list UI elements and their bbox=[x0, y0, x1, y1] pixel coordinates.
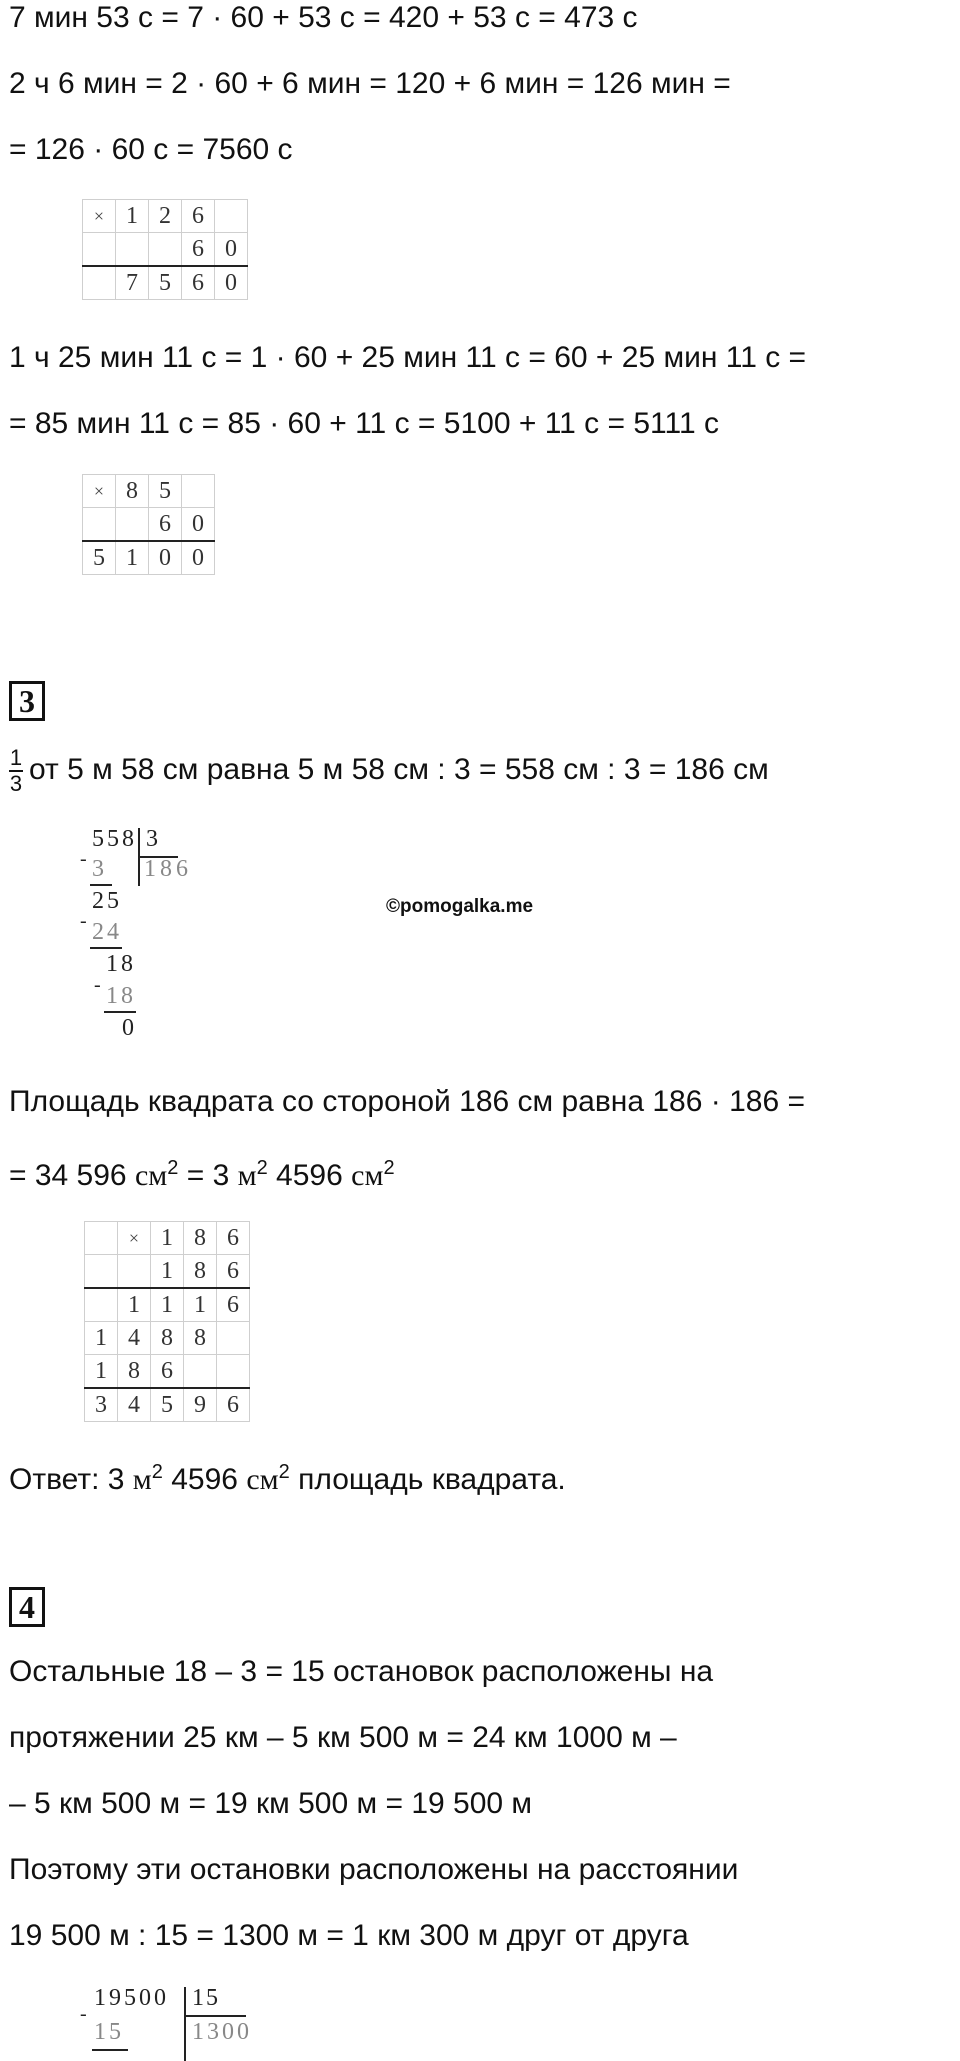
unit-cm: см bbox=[134, 1159, 168, 1192]
fraction-one-third bbox=[9, 747, 23, 795]
fraction-numerator: 1 bbox=[9, 745, 23, 770]
grid-row bbox=[85, 1322, 250, 1355]
grid-cell bbox=[116, 508, 149, 542]
task-number-3: 3 bbox=[9, 681, 45, 721]
unit-m: м bbox=[237, 1159, 257, 1192]
equation-line-4: 1 ч 25 мин 11 с = 1 · 60 + 25 мин 11 с = 60 + 25 мин 11 с = bbox=[9, 341, 807, 374]
multiplication-table-85x60 bbox=[82, 474, 215, 575]
grid-cell: 6 bbox=[149, 508, 182, 542]
grid-cell: 0 bbox=[215, 233, 248, 267]
grid-cell bbox=[184, 1355, 217, 1389]
task-number-4: 4 bbox=[9, 1587, 45, 1627]
grid-row bbox=[85, 1388, 250, 1422]
grid-row bbox=[83, 541, 215, 575]
long-division-19500-by-15 bbox=[80, 1985, 280, 2061]
grid-cell: 1 bbox=[184, 1288, 217, 1322]
grid-cell bbox=[85, 1288, 118, 1322]
grid-cell: 0 bbox=[215, 266, 248, 300]
step-1-line bbox=[90, 884, 112, 886]
grid-row bbox=[83, 233, 248, 267]
grid-row bbox=[83, 508, 215, 542]
grid-cell bbox=[116, 233, 149, 267]
grid-cell: 1 bbox=[151, 1255, 184, 1289]
grid-cell: 1 bbox=[85, 1355, 118, 1389]
grid-cell: 0 bbox=[182, 508, 215, 542]
grid-cell: 6 bbox=[217, 1255, 250, 1289]
grid-row bbox=[85, 1355, 250, 1389]
divisor-underline bbox=[186, 2015, 246, 2017]
task4-line-1: Остальные 18 – 3 = 15 остановок расположены на bbox=[9, 1655, 714, 1688]
grid-cell bbox=[182, 475, 215, 508]
minus-sign: - bbox=[80, 2003, 87, 2025]
divisor: 15 bbox=[192, 1985, 220, 2011]
answer-prefix: Ответ: 3 bbox=[9, 1463, 133, 1496]
grid-cell: 7 bbox=[116, 266, 149, 300]
exponent: 2 bbox=[167, 1157, 179, 1179]
grid-cell: 8 bbox=[184, 1222, 217, 1255]
grid-cell: 5 bbox=[83, 541, 116, 575]
grid-cell: 6 bbox=[182, 200, 215, 233]
area-line-2 bbox=[9, 1150, 395, 1194]
grid-cell bbox=[149, 233, 182, 267]
exponent: 2 bbox=[278, 1461, 290, 1483]
grid-cell bbox=[118, 1255, 151, 1289]
grid-cell: 8 bbox=[151, 1322, 184, 1355]
grid-cell: 1 bbox=[151, 1288, 184, 1322]
grid-cell bbox=[217, 1322, 250, 1355]
grid-row bbox=[85, 1255, 250, 1289]
step-2-remainder: 25 bbox=[92, 888, 122, 914]
grid-cell bbox=[83, 508, 116, 542]
task4-line-3: – 5 км 500 м = 19 км 500 м = 19 500 м bbox=[9, 1787, 533, 1820]
minus-sign: - bbox=[94, 974, 101, 996]
step-1-line bbox=[92, 2049, 128, 2051]
grid-cell: 2 bbox=[149, 200, 182, 233]
unit-cm: см bbox=[246, 1463, 279, 1496]
grid-cell bbox=[85, 1255, 118, 1289]
division-vertical-line bbox=[184, 1987, 186, 2061]
grid-cell: 1 bbox=[85, 1322, 118, 1355]
grid-cell: 6 bbox=[151, 1355, 184, 1389]
multiplication-table-126x60 bbox=[82, 199, 248, 300]
grid-cell: 1 bbox=[151, 1222, 184, 1255]
step-3-remainder: 18 bbox=[106, 951, 136, 977]
multiplication-table-186x186 bbox=[84, 1221, 250, 1422]
grid-row bbox=[85, 1222, 250, 1255]
grid-cell: 6 bbox=[182, 233, 215, 267]
grid-cell bbox=[217, 1355, 250, 1389]
fraction-denominator: 3 bbox=[9, 771, 23, 796]
grid-cell: 1 bbox=[116, 541, 149, 575]
task4-line-5: 19 500 м : 15 = 1300 м = 1 км 300 м друг от друга bbox=[9, 1919, 689, 1952]
dividend: 558 bbox=[92, 826, 137, 852]
exponent: 2 bbox=[383, 1157, 395, 1179]
grid-cell: 1 bbox=[116, 200, 149, 233]
exponent: 2 bbox=[151, 1461, 163, 1483]
minus-sign: - bbox=[80, 910, 87, 932]
grid-cell: 8 bbox=[184, 1255, 217, 1289]
grid-cell: 3 bbox=[85, 1388, 118, 1422]
grid-cell: 4 bbox=[118, 1322, 151, 1355]
grid-row bbox=[83, 266, 248, 300]
grid-cell: 5 bbox=[149, 475, 182, 508]
area-value: = 34 596 bbox=[9, 1159, 135, 1192]
step-1-subtrahend: 3 bbox=[92, 856, 104, 882]
task4-line-4: Поэтому эти остановки расположены на расстоянии bbox=[9, 1853, 739, 1886]
grid-cell bbox=[215, 200, 248, 233]
grid-cell: 0 bbox=[149, 541, 182, 575]
quotient: 1300 bbox=[192, 2019, 252, 2045]
step-3-subtrahend: 18 bbox=[106, 983, 136, 1009]
equation-line-5: = 85 мин 11 с = 85 · 60 + 11 с = 5100 + 11 с = 5111 с bbox=[9, 407, 719, 440]
grid-cell: 8 bbox=[184, 1322, 217, 1355]
quotient: 186 bbox=[144, 856, 192, 882]
multiply-sign: × bbox=[118, 1222, 151, 1255]
grid-cell: 4 bbox=[118, 1388, 151, 1422]
unit-cm: см bbox=[351, 1159, 384, 1192]
grid-cell: 6 bbox=[217, 1388, 250, 1422]
multiply-sign: × bbox=[83, 200, 116, 233]
area-equals: = 3 bbox=[178, 1159, 238, 1192]
area-line-1: Площадь квадрата со стороной 186 см равна 186 · 186 = bbox=[9, 1085, 805, 1118]
multiply-sign: × bbox=[83, 475, 116, 508]
answer-line bbox=[9, 1454, 566, 1498]
minus-sign: - bbox=[80, 848, 87, 870]
grid-cell: 0 bbox=[182, 541, 215, 575]
grid-cell: 9 bbox=[184, 1388, 217, 1422]
grid-row bbox=[83, 200, 248, 233]
answer-suffix: площадь квадрата. bbox=[289, 1463, 566, 1496]
grid-cell: 5 bbox=[151, 1388, 184, 1422]
grid-cell: 6 bbox=[182, 266, 215, 300]
answer-middle: 4596 bbox=[162, 1463, 247, 1496]
grid-cell bbox=[83, 233, 116, 267]
task4-line-2: протяжении 25 км – 5 км 500 м = 24 км 1000 м – bbox=[9, 1721, 677, 1754]
grid-cell: 8 bbox=[118, 1355, 151, 1389]
grid-cell: 6 bbox=[217, 1222, 250, 1255]
step-3-line bbox=[104, 1011, 136, 1013]
step-1-subtrahend: 15 bbox=[94, 2019, 124, 2045]
long-division-558-by-3 bbox=[80, 826, 220, 1056]
watermark: ©pomogalka.me bbox=[386, 896, 534, 917]
equation-line-2: 2 ч 6 мин = 2 · 60 + 6 мин = 120 + 6 мин = 126 мин = bbox=[9, 67, 731, 100]
grid-cell: 6 bbox=[217, 1288, 250, 1322]
grid-cell: 1 bbox=[118, 1288, 151, 1322]
grid-cell bbox=[83, 266, 116, 300]
step-2-subtrahend: 24 bbox=[92, 919, 122, 945]
divisor: 3 bbox=[146, 826, 158, 852]
exponent: 2 bbox=[256, 1157, 268, 1179]
step-2-line bbox=[90, 947, 122, 949]
grid-row bbox=[85, 1288, 250, 1322]
grid-cell bbox=[85, 1222, 118, 1255]
grid-cell: 8 bbox=[116, 475, 149, 508]
equation-line-3: = 126 · 60 с = 7560 с bbox=[9, 133, 293, 166]
fraction-text: от 5 м 58 см равна 5 м 58 см : 3 = 558 см : 3 = 186 см bbox=[29, 752, 769, 786]
dividend: 19500 bbox=[94, 1985, 169, 2011]
final-remainder: 0 bbox=[122, 1015, 134, 1041]
grid-row bbox=[83, 475, 215, 508]
grid-cell: 5 bbox=[149, 266, 182, 300]
area-remainder: 4596 bbox=[267, 1159, 352, 1192]
unit-m: м bbox=[132, 1463, 152, 1496]
equation-line-1: 7 мин 53 с = 7 · 60 + 53 с = 420 + 53 с = 473 с bbox=[9, 1, 638, 34]
fraction-line bbox=[9, 747, 769, 795]
